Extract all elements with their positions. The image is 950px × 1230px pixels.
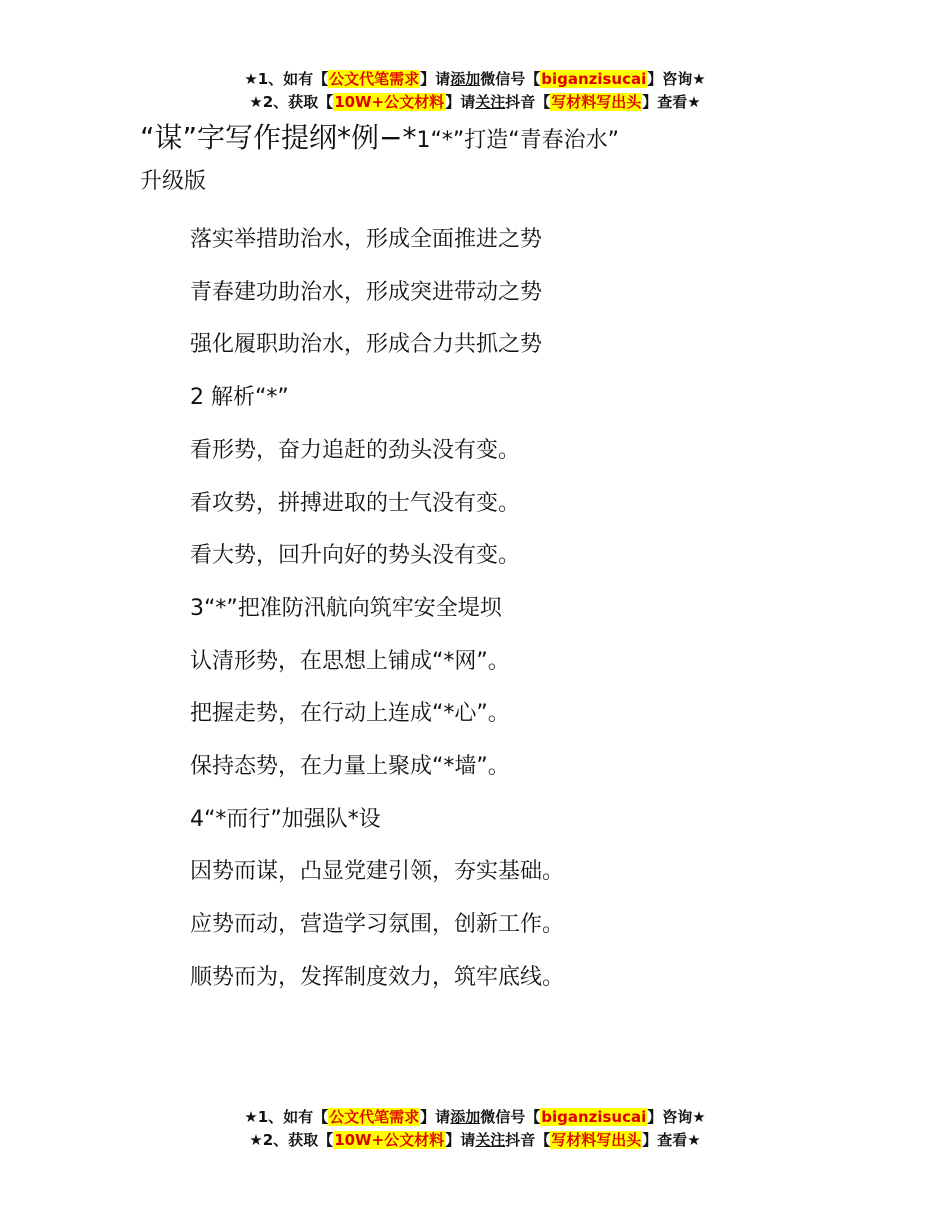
banner-line-2	[0, 1129, 950, 1152]
banner-text: 抖音【	[505, 93, 551, 111]
banner-underlined-text: 关注	[475, 1131, 506, 1149]
title-continuation: 升级版	[140, 169, 207, 194]
highlight-materials: 10W+公文材料	[334, 1131, 445, 1149]
banner-text: 】请	[445, 1131, 476, 1149]
banner-text: ★2、获取【	[249, 93, 334, 111]
section-heading: 4“*而行”加强队*设	[190, 806, 381, 832]
highlight-douyin: 写材料写出头	[551, 93, 642, 111]
header-banner	[0, 68, 950, 114]
section-heading: 2 解析“*”	[190, 385, 289, 411]
banner-line-2	[0, 91, 950, 114]
highlight-ghostwriting: 公文代笔需求	[329, 1108, 420, 1126]
banner-text: 】查看★	[642, 1131, 701, 1149]
banner-text: 】请	[420, 1108, 451, 1126]
banner-text: 】咨询★	[647, 1108, 706, 1126]
banner-text: 微信号【	[480, 1108, 541, 1126]
banner-text: ★1、如有【	[244, 70, 329, 88]
outline-line: 看攻势，拼搏进取的士气没有变。	[190, 490, 521, 516]
outline-line: 认清形势，在思想上铺成“*网”。	[190, 648, 510, 674]
banner-text: 】咨询★	[647, 70, 706, 88]
section-heading: 3“*”把准防汛航向筑牢安全堤坝	[190, 595, 502, 621]
outline-line: 把握走势，在行动上连成“*心”。	[190, 701, 510, 727]
banner-text: 抖音【	[505, 1131, 551, 1149]
highlight-wechat-id: biganzisucai	[541, 1108, 647, 1126]
highlight-materials: 10W+公文材料	[334, 93, 445, 111]
outline-line: 顺势而为，发挥制度效力，筑牢底线。	[190, 964, 565, 990]
footer-banner	[0, 1106, 950, 1152]
outline-line: 看大势，回升向好的势头没有变。	[190, 543, 521, 569]
banner-underlined-text: 添加	[450, 1108, 481, 1126]
title-main: “谋”字写作提纲*例−*	[140, 121, 417, 154]
outline-line: 应势而动，营造学习氛围，创新工作。	[190, 912, 565, 938]
document-title	[140, 116, 820, 163]
banner-line-1	[0, 68, 950, 91]
outline-line: 强化履职助治水，形成合力共抓之势	[190, 332, 543, 358]
highlight-wechat-id: biganzisucai	[541, 70, 647, 88]
outline-line: 青春建功助治水，形成突进带动之势	[190, 279, 543, 305]
outline-line: 落实举措助治水，形成全面推进之势	[190, 227, 543, 252]
banner-text: ★1、如有【	[244, 1108, 329, 1126]
outline-line: 因势而谋，凸显党建引领，夯实基础。	[190, 859, 565, 885]
banner-underlined-text: 添加	[450, 70, 481, 88]
banner-underlined-text: 关注	[475, 93, 506, 111]
banner-text: 】请	[420, 70, 451, 88]
banner-text: 微信号【	[480, 70, 541, 88]
highlight-ghostwriting: 公文代笔需求	[329, 70, 420, 88]
banner-text: 】请	[445, 93, 476, 111]
banner-text: ★2、获取【	[249, 1131, 334, 1149]
banner-line-1	[0, 1106, 950, 1129]
title-rest: 1“*”打造“青春治水”	[416, 128, 620, 153]
outline-body	[190, 214, 890, 1005]
highlight-douyin: 写材料写出头	[551, 1131, 642, 1149]
banner-text: 】查看★	[642, 93, 701, 111]
outline-line: 保持态势，在力量上聚成“*墙”。	[190, 754, 510, 780]
outline-line: 看形势，奋力追赶的劲头没有变。	[190, 437, 521, 463]
